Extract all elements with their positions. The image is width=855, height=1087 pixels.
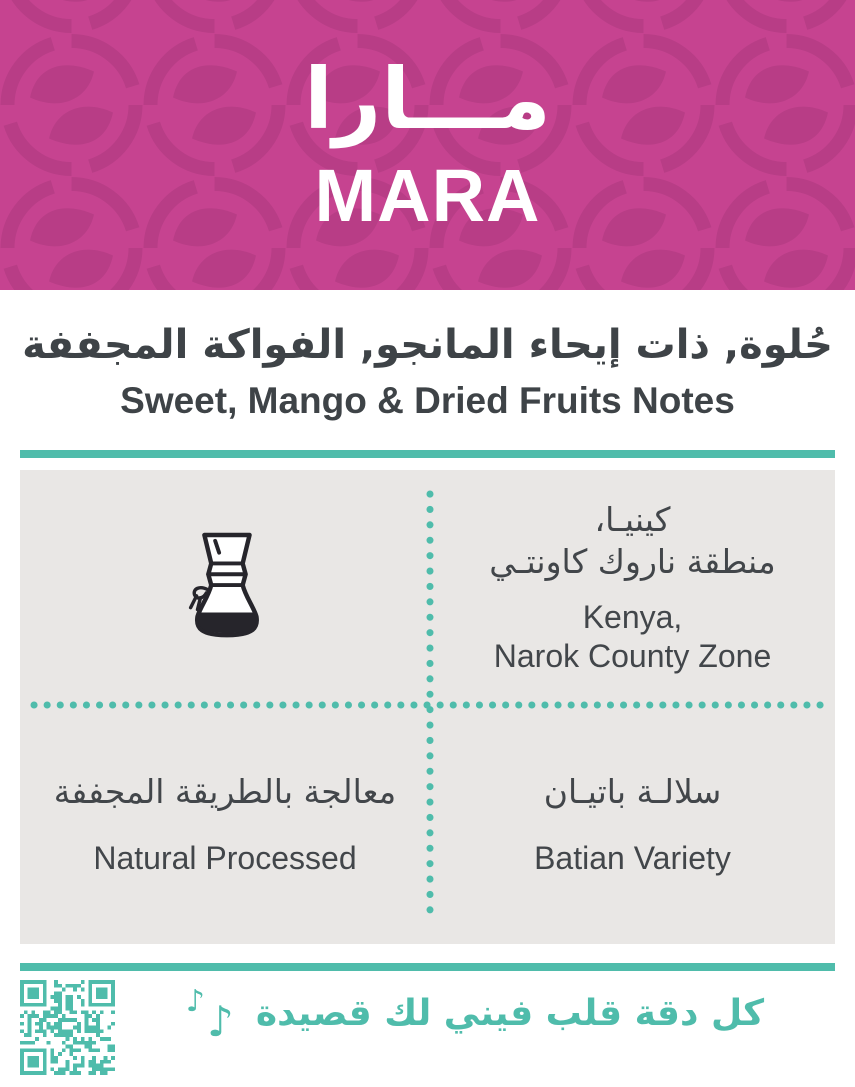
qr-code	[20, 980, 115, 1075]
origin-english-line1: Kenya,	[582, 599, 683, 636]
info-panel	[20, 470, 835, 944]
tasting-notes-english: Sweet, Mango & Dried Fruits Notes	[120, 379, 735, 421]
origin-cell	[430, 470, 835, 705]
tasting-notes	[0, 290, 855, 450]
variety-cell	[430, 705, 835, 944]
title-block	[0, 0, 855, 290]
variety-arabic: سلالـة باتيـان	[543, 771, 722, 811]
origin-arabic-line1: كينيـا،	[594, 499, 671, 539]
product-title-arabic: مـــارا	[304, 50, 551, 148]
footer	[0, 971, 855, 1075]
origin-arabic-line2: منطقة ناروك كاونتـي	[489, 542, 776, 582]
info-grid	[20, 470, 835, 944]
slogan-arabic: كل دقة قلب فيني لك قصيدة	[255, 993, 765, 1034]
brew-method-cell	[20, 470, 430, 705]
divider-top	[20, 450, 835, 458]
header	[0, 0, 855, 290]
variety-english: Batian Variety	[534, 840, 731, 877]
tasting-notes-arabic: حُلوة, ذات إيحاء المانجو, الفواكة المجففة	[22, 321, 833, 368]
music-note-icon: ♪	[207, 996, 234, 1046]
chemex-coffee-maker-icon	[171, 530, 279, 646]
music-note-icon: ♪	[185, 983, 206, 1019]
slogan	[115, 983, 835, 1046]
process-cell	[20, 705, 430, 944]
origin-english-line2: Narok County Zone	[493, 638, 772, 675]
divider-bottom	[20, 963, 835, 971]
product-title-english: MARA	[314, 154, 541, 237]
process-english: Natural Processed	[93, 840, 357, 877]
process-arabic: معالجة بالطريقة المجففة	[53, 771, 397, 811]
